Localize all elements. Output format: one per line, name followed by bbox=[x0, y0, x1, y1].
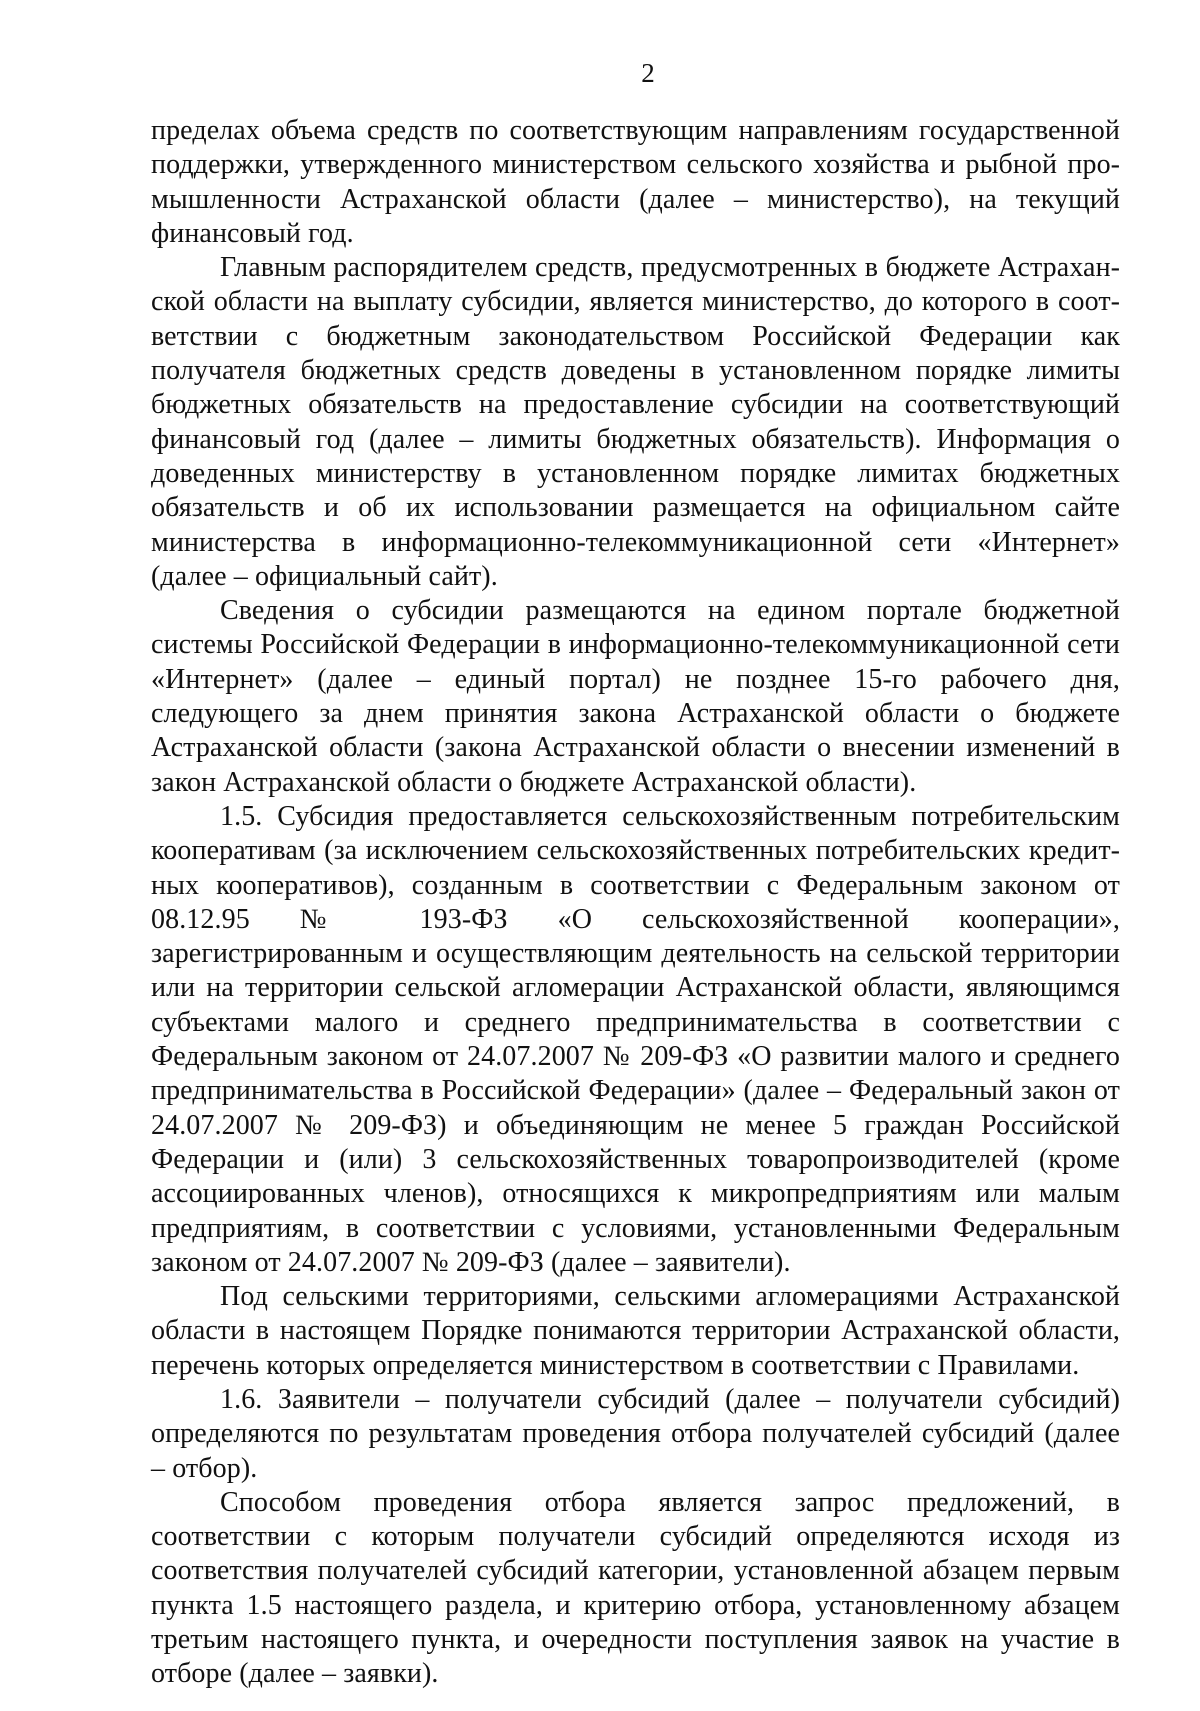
page-number: 2 bbox=[641, 58, 655, 88]
paragraph-clause-1-5: 1.5. Субсидия предоставляется сельскохозяйственным потребительским кооперативам (за исключением сельскохозяйственных потребительских кредитных кооперативов), созданным в соответствии с Федеральным законом от 08.12.95 № 193-ФЗ «О сельскохозяйственной кооперации», зарегистрированным и осуществляющим деятельность на сельской территории или на территории сельской агломерации Астраханской области, являющимся субъектами малого и среднего предпринимательства в соответствии с Федеральным законом от 24.07.2007 № 209-ФЗ «О развитии малого и среднего предпринимательства в Российской Федерации» (далее – Федеральный закон от 24.07.2007 № 209-ФЗ) и объединяющим не менее 5 граждан Российской Федерации и (или) 3 сельскохозяйственных товаропроизводителей (кроме ассоциированных членов), относящихся к микропредприятиям или малым предприятиям, в соответствии с условиями, установленными Федеральным законом от 24.07.2007 № 209-ФЗ (далее – заявители). bbox=[151, 800, 1120, 1278]
paragraph-selection-method: Способом проведения отбора является запрос предложений, в соответствии с которым получатели субсидий определяются исходя из соответствия получателей субсидий категории, установленной абзацем первым пункта 1.5 настоящего раздела, и критерию отбора, установленному абзацем третьим настоящего пункта, и очередности поступления заявок на участие в отборе (далее – заявки). bbox=[151, 1486, 1120, 1690]
paragraph-subsidy-info: Сведения о субсидии размещаются на едином портале бюджетной системы Российской Федерации в информационно-телекоммуникационной сети «Интернет» (далее – единый портал) не позднее 15-го рабочего дня, следующего за днем принятия закона Астраханской области о бюджете Астраханской области (закона Астраханской области о внесении изменений в закон Астраханской области о бюджете Астраханской области). bbox=[151, 595, 1120, 798]
paragraph-continuation: пределах объема средств по соответствующим направлениям государственной поддержки, утвержденного министерством сельского хозяйства и рыбной промышленности Астраханской области (далее – министерство), на текущий финансовый год. bbox=[151, 115, 1120, 249]
paragraph-rural-territories: Под сельскими территориями, сельскими агломерациями Астраханской области в настоящем Порядке понимаются территории Астраханской области, перечень которых определяется министерством в соответствии с Правилами. bbox=[151, 1281, 1120, 1381]
paragraph-main-administrator: Главным распорядителем средств, предусмотренных в бюджете Астраханской области на выплату субсидии, является министерство, до которого в соответствии с бюджетным законодательством Российской Федерации как получателя бюджетных средств доведены в установленном порядке лимиты бюджетных обязательств на предоставление субсидии на соответствующий финансовый год (далее – лимиты бюджетных обязательств). Информация о доведенных министерству в установленном порядке лимитах бюджетных обязательств и об их использовании размещается на официальном сайте министерства в информационно-телекоммуникационной сети «Интернет» (далее – официальный сайт). bbox=[151, 252, 1120, 592]
document-body bbox=[151, 114, 1120, 1692]
paragraph-clause-1-6: 1.6. Заявители – получатели субсидий (далее – получатели субсидий) определяются по результатам проведения отбора получателей субсидий (далее – отбор). bbox=[151, 1383, 1120, 1484]
